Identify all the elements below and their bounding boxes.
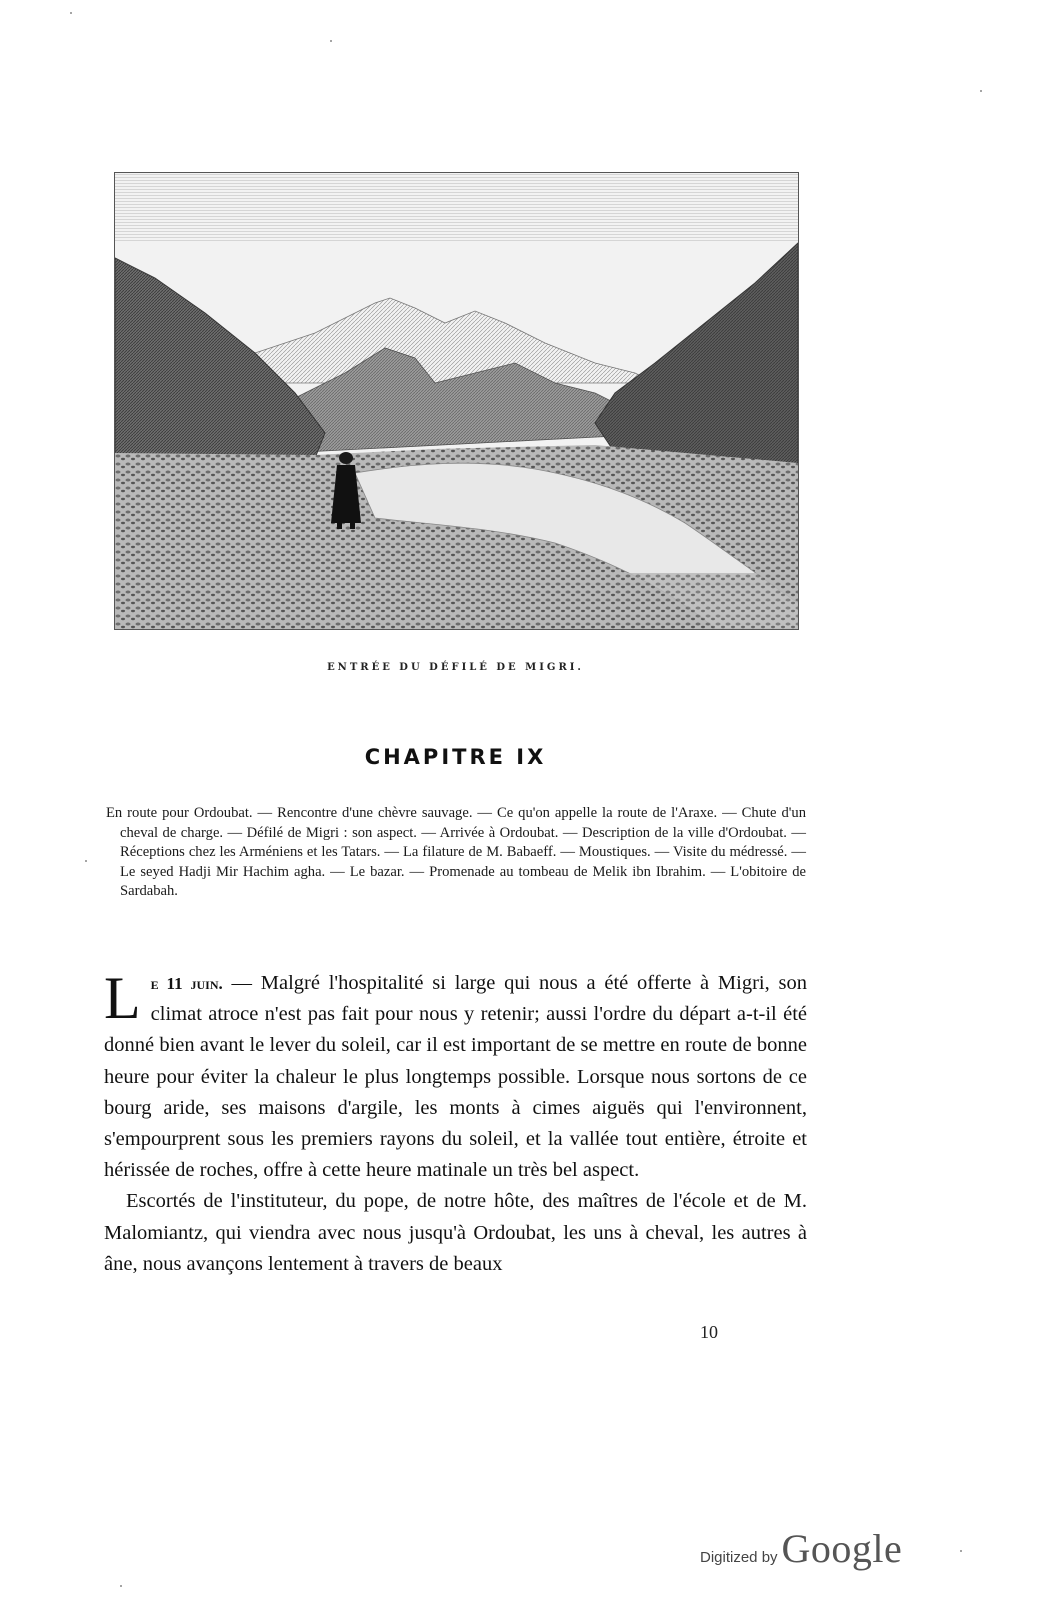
drop-cap: L	[104, 965, 141, 1031]
chapter-title: CHAPITRE IX	[364, 745, 547, 769]
mountain-valley-picture	[115, 173, 798, 629]
date-lead: e 11 juin.	[150, 974, 223, 993]
scan-speck	[980, 90, 982, 92]
body-text	[104, 965, 807, 1280]
digitized-watermark	[700, 1525, 902, 1572]
scan-speck	[330, 40, 332, 42]
page-number: 10	[700, 1322, 718, 1342]
paragraph-1-text: — Malgré l'hospitalité si large qui nous a été offerte à Migri, son climat atroce n'est pas fait pour nous y retenir; aussi l'ordre du départ a-t-il été donné bien avant le lever du soleil, car il est important de se mettre en route de bonne heure pour éviter la chaleur le plus longtemps possible. Lorsque nous sortons de ce bourg aride, ses maisons d'argile, les monts à cimes aiguës qui l'environnent, s'empourprent sous les premiers rayons du soleil, et la vallée tout entière, étroite et hérissée de roches, offre à cette heure matinale un très bel aspect.	[104, 972, 807, 1182]
scan-speck	[120, 1585, 122, 1587]
watermark-prefix: Digitized by	[700, 1549, 778, 1566]
scan-speck	[70, 12, 72, 14]
scan-speck	[85, 860, 87, 862]
scan-speck	[960, 1550, 962, 1552]
chapter-summary: En route pour Ordoubat. — Rencontre d'une chèvre sauvage. — Ce qu'on appelle la route de l'Araxe. — Chute d'un cheval de charge. — Défilé de Migri : son aspect. — Arrivée à Ordoubat. — Description de la ville d'Ordoubat. — Réceptions chez les Arméniens et les Tatars. — La filature de M. Babaeff. — Moustiques. — Visite du médressé. — Le seyed Hadji Mir Hachim agha. — Le bazar. — Promenade au tombeau de Melik ibn Ibrahim. — L'obitoire de Sardabah.	[106, 805, 806, 899]
figure-caption: ENTRÉE DU DÉFILÉ DE MIGRI.	[327, 662, 584, 673]
google-logo: Google	[781, 1526, 903, 1571]
engraving-illustration	[114, 172, 799, 630]
paragraph-1	[104, 965, 807, 1186]
paragraph-2: Escortés de l'instituteur, du pope, de notre hôte, des maîtres de l'école et de M. Malomiantz, qui viendra avec nous jusqu'à Ordoubat, les uns à cheval, les autres à âne, nous avançons lentement à travers de beaux	[104, 1190, 807, 1275]
